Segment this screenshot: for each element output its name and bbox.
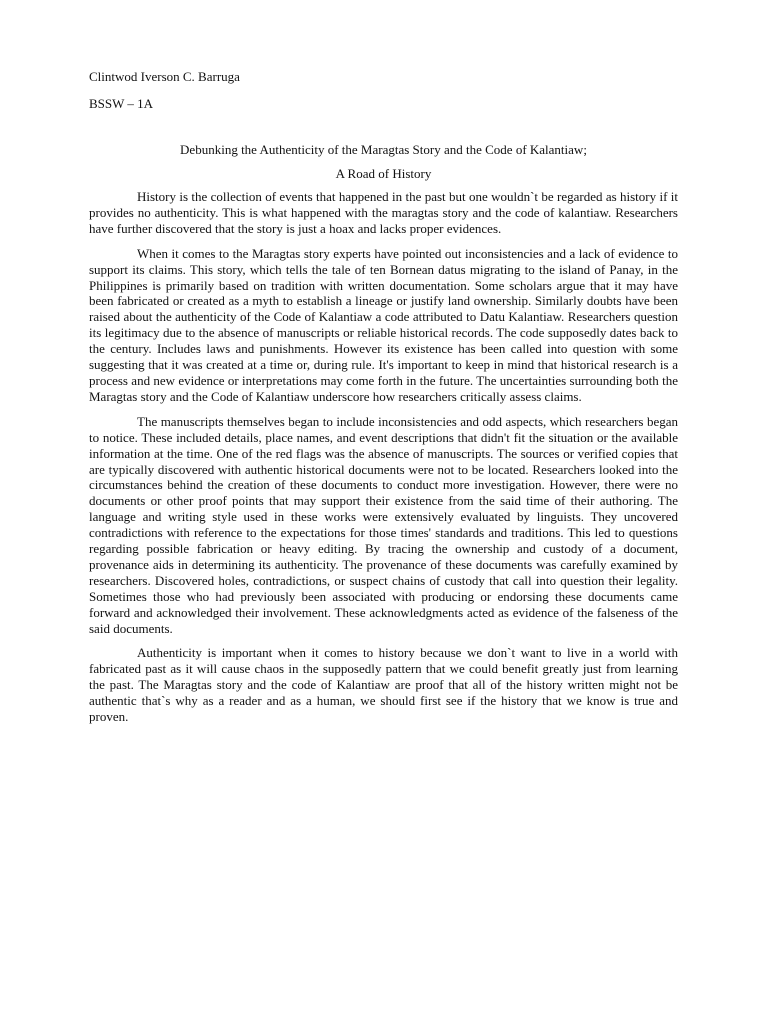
document-title: Debunking the Authenticity of the Maragtas Story and the Code of Kalantiaw; bbox=[180, 142, 587, 157]
paragraph-4: Authenticity is important when it comes to history because we don`t want to live in a world with fabricated past as it will cause chaos in the supposedly pattern that we could benefit greatly just from learning the past. The Maragtas story and the code of Kalantiaw are proof that all of the history written might not be authentic that`s why as a reader and as a human, we should first see if the history that we know is true and proven. bbox=[89, 645, 678, 725]
author-name: Clintwod Iverson C. Barruga bbox=[89, 69, 240, 84]
document-body bbox=[89, 189, 678, 734]
paragraph-3: The manuscripts themselves began to include inconsistencies and odd aspects, which researchers began to notice. These included details, place names, and event descriptions that didn't fit the situation or the available information at the time. One of the red flags was the absence of manuscripts. The sources or verified copies that are typically discovered with authentic historical documents were not to be located. Researchers looked into the circumstances behind the creation of these documents to conduct more investigation. However, there were no documents or other proof points that may support their existence from the said time of their authoring. The language and writing style used in these works were extensively evaluated by linguists. They uncovered contradictions with reference to the expectations for those times' standards and traditions. This led to questions regarding possible fabrication or heavy editing. By tracing the ownership and custody of a document, provenance aids in determining its authenticity. The provenance of these documents was carefully examined by researchers. Discovered holes, contradictions, or suspect chains of custody that call into question their legality. Sometimes those who had previously been associated with producing or endorsing these documents came forward and acknowledged their involvement. These acknowledgments acted as evidence of the falseness of the said documents. bbox=[89, 413, 678, 636]
document-subtitle: A Road of History bbox=[335, 166, 432, 181]
paragraph-1: History is the collection of events that happened in the past but one wouldn`t be regarded as history if it provides no authenticity. This is what happened with the maragtas story and the code of kalantiaw. Researchers have further discovered that the story is just a hoax and lacks proper evidences. bbox=[89, 189, 678, 236]
document-page bbox=[89, 0, 678, 1024]
paragraph-2: When it comes to the Maragtas story experts have pointed out inconsistencies and a lack of evidence to support its claims. This story, which tells the tale of ten Bornean datus migrating to the island of Panay, in the Philippines is primarily based on tradition with written documentation. Some scholars argue that it may have been fabricated or created as a myth to establish a lineage or justify land ownership. Similarly doubts have been raised about the authenticity of the Code of Kalantiaw a code attributed to Datu Kalantiaw. Researchers question its legitimacy due to the absence of manuscripts or reliable historical records. The code supposedly dates back to the century. Includes laws and punishments. However its existence has been called into question with some suggesting that it was created at a time or, during rule. It's important to keep in mind that historical research is a process and new evidence or interpretations may come forth in the future. The uncertainties surrounding both the Maragtas story and the Code of Kalantiaw underscore how researchers critically assess claims. bbox=[89, 245, 678, 404]
course-section: BSSW – 1A bbox=[89, 96, 154, 111]
